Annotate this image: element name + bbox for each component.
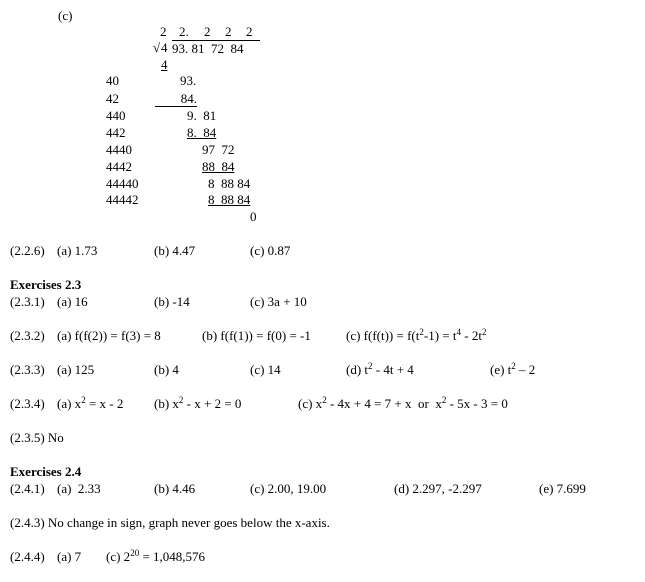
answer-c: (c) $2^{20} = 1,048,576$	[106, 548, 206, 564]
exercise-number: (2.3.2)	[10, 328, 45, 343]
exercise-number: (2.2.6)	[10, 243, 45, 258]
answer-a: (a) $x^2 = x - 2$	[57, 395, 124, 411]
division-step: 88 84	[202, 159, 235, 174]
trial-divisor: 44440	[106, 176, 139, 191]
answer-b: (b) -14	[154, 294, 190, 309]
answer-c: (c) 14	[250, 362, 281, 377]
radicand: 93. 81 72 84	[172, 40, 260, 56]
trial-divisor: 440	[106, 108, 126, 123]
answer-a: (a) f(f(2)) = f(3) = 8	[57, 328, 161, 343]
division-step: 8. 84	[187, 125, 217, 140]
answer-c: (c) 2.00, 19.00	[250, 481, 327, 496]
exercise-number: (2.4.1)	[10, 481, 45, 496]
answer-e: (e) 7.699	[539, 481, 586, 496]
answer-e: (e) $t^2 - 2$	[490, 361, 536, 377]
trial-divisor: 442	[106, 125, 126, 140]
division-step: 93.	[180, 73, 197, 88]
answer-c: (c) 0.87	[250, 243, 291, 258]
division-step: 8 88 84	[208, 176, 251, 191]
answer-a: (a) 16	[57, 294, 88, 309]
trial-divisor: 4442	[106, 159, 132, 174]
division-remainder: 0	[250, 209, 257, 224]
exercise-number: (2.4.4)	[10, 549, 45, 564]
first-subtraction: 4	[161, 57, 168, 72]
answer-d: (d) 2.297, -2.297	[394, 481, 482, 496]
exercise-answer: (2.4.3) No change in sign, graph never goes below the x-axis.	[10, 515, 330, 530]
quotient-digit: 2	[204, 24, 211, 39]
answer-a: (a) 2.33	[57, 481, 101, 496]
answer-c: (c) $f(f(t)) = f(t^2-1) = t^4 - 2t^2$	[346, 327, 487, 343]
answer-a: (a) 125	[57, 362, 95, 377]
exercise-number: (2.3.1)	[10, 294, 45, 309]
section-heading: Exercises 2.4	[10, 464, 82, 479]
quotient-digit: 2	[160, 24, 167, 39]
sqrt-divisor: 4	[161, 40, 168, 55]
division-step: 84.	[155, 91, 197, 107]
division-step: 9. 81	[187, 108, 217, 123]
answer-d: (d) $t^2 - 4t + 4$	[346, 361, 414, 377]
radical-sign: √	[153, 40, 161, 55]
exercise-number: (2.3.4)	[10, 396, 45, 411]
quotient-digit: 2	[246, 24, 253, 39]
trial-divisor: 4440	[106, 142, 132, 157]
answer-a: (a) 1.73	[57, 243, 98, 258]
answer-b: (b) 4	[154, 362, 179, 377]
answer-b: (b) f(f(1)) = f(0) = -1	[202, 328, 311, 343]
exercise-number: (2.3.3)	[10, 362, 45, 377]
trial-divisor: 44442	[106, 192, 139, 207]
exercise-answer: (2.3.5) No	[10, 430, 64, 445]
section-heading: Exercises 2.3	[10, 277, 82, 292]
answer-a: (a) 7	[57, 549, 82, 564]
division-step: 97 72	[202, 142, 235, 157]
answer-b: (b) $x^2 - x + 2 = 0$	[154, 395, 242, 411]
answer-b: (b) 4.47	[154, 243, 196, 258]
quotient-digit: 2	[225, 24, 232, 39]
trial-divisor: 40	[106, 73, 119, 88]
trial-divisor: 42	[106, 91, 119, 106]
quotient-digit: 2.	[179, 24, 189, 39]
answer-c: (c) 3a + 10	[250, 294, 307, 309]
division-step: 8 88 84	[208, 192, 251, 207]
answer-c: (c) $x^2 - 4x + 4 = 7 + x$ or $x^2 - 5x - 3 = 0$	[298, 395, 508, 411]
part-label: (c)	[58, 8, 73, 23]
answer-b: (b) 4.46	[154, 481, 196, 496]
